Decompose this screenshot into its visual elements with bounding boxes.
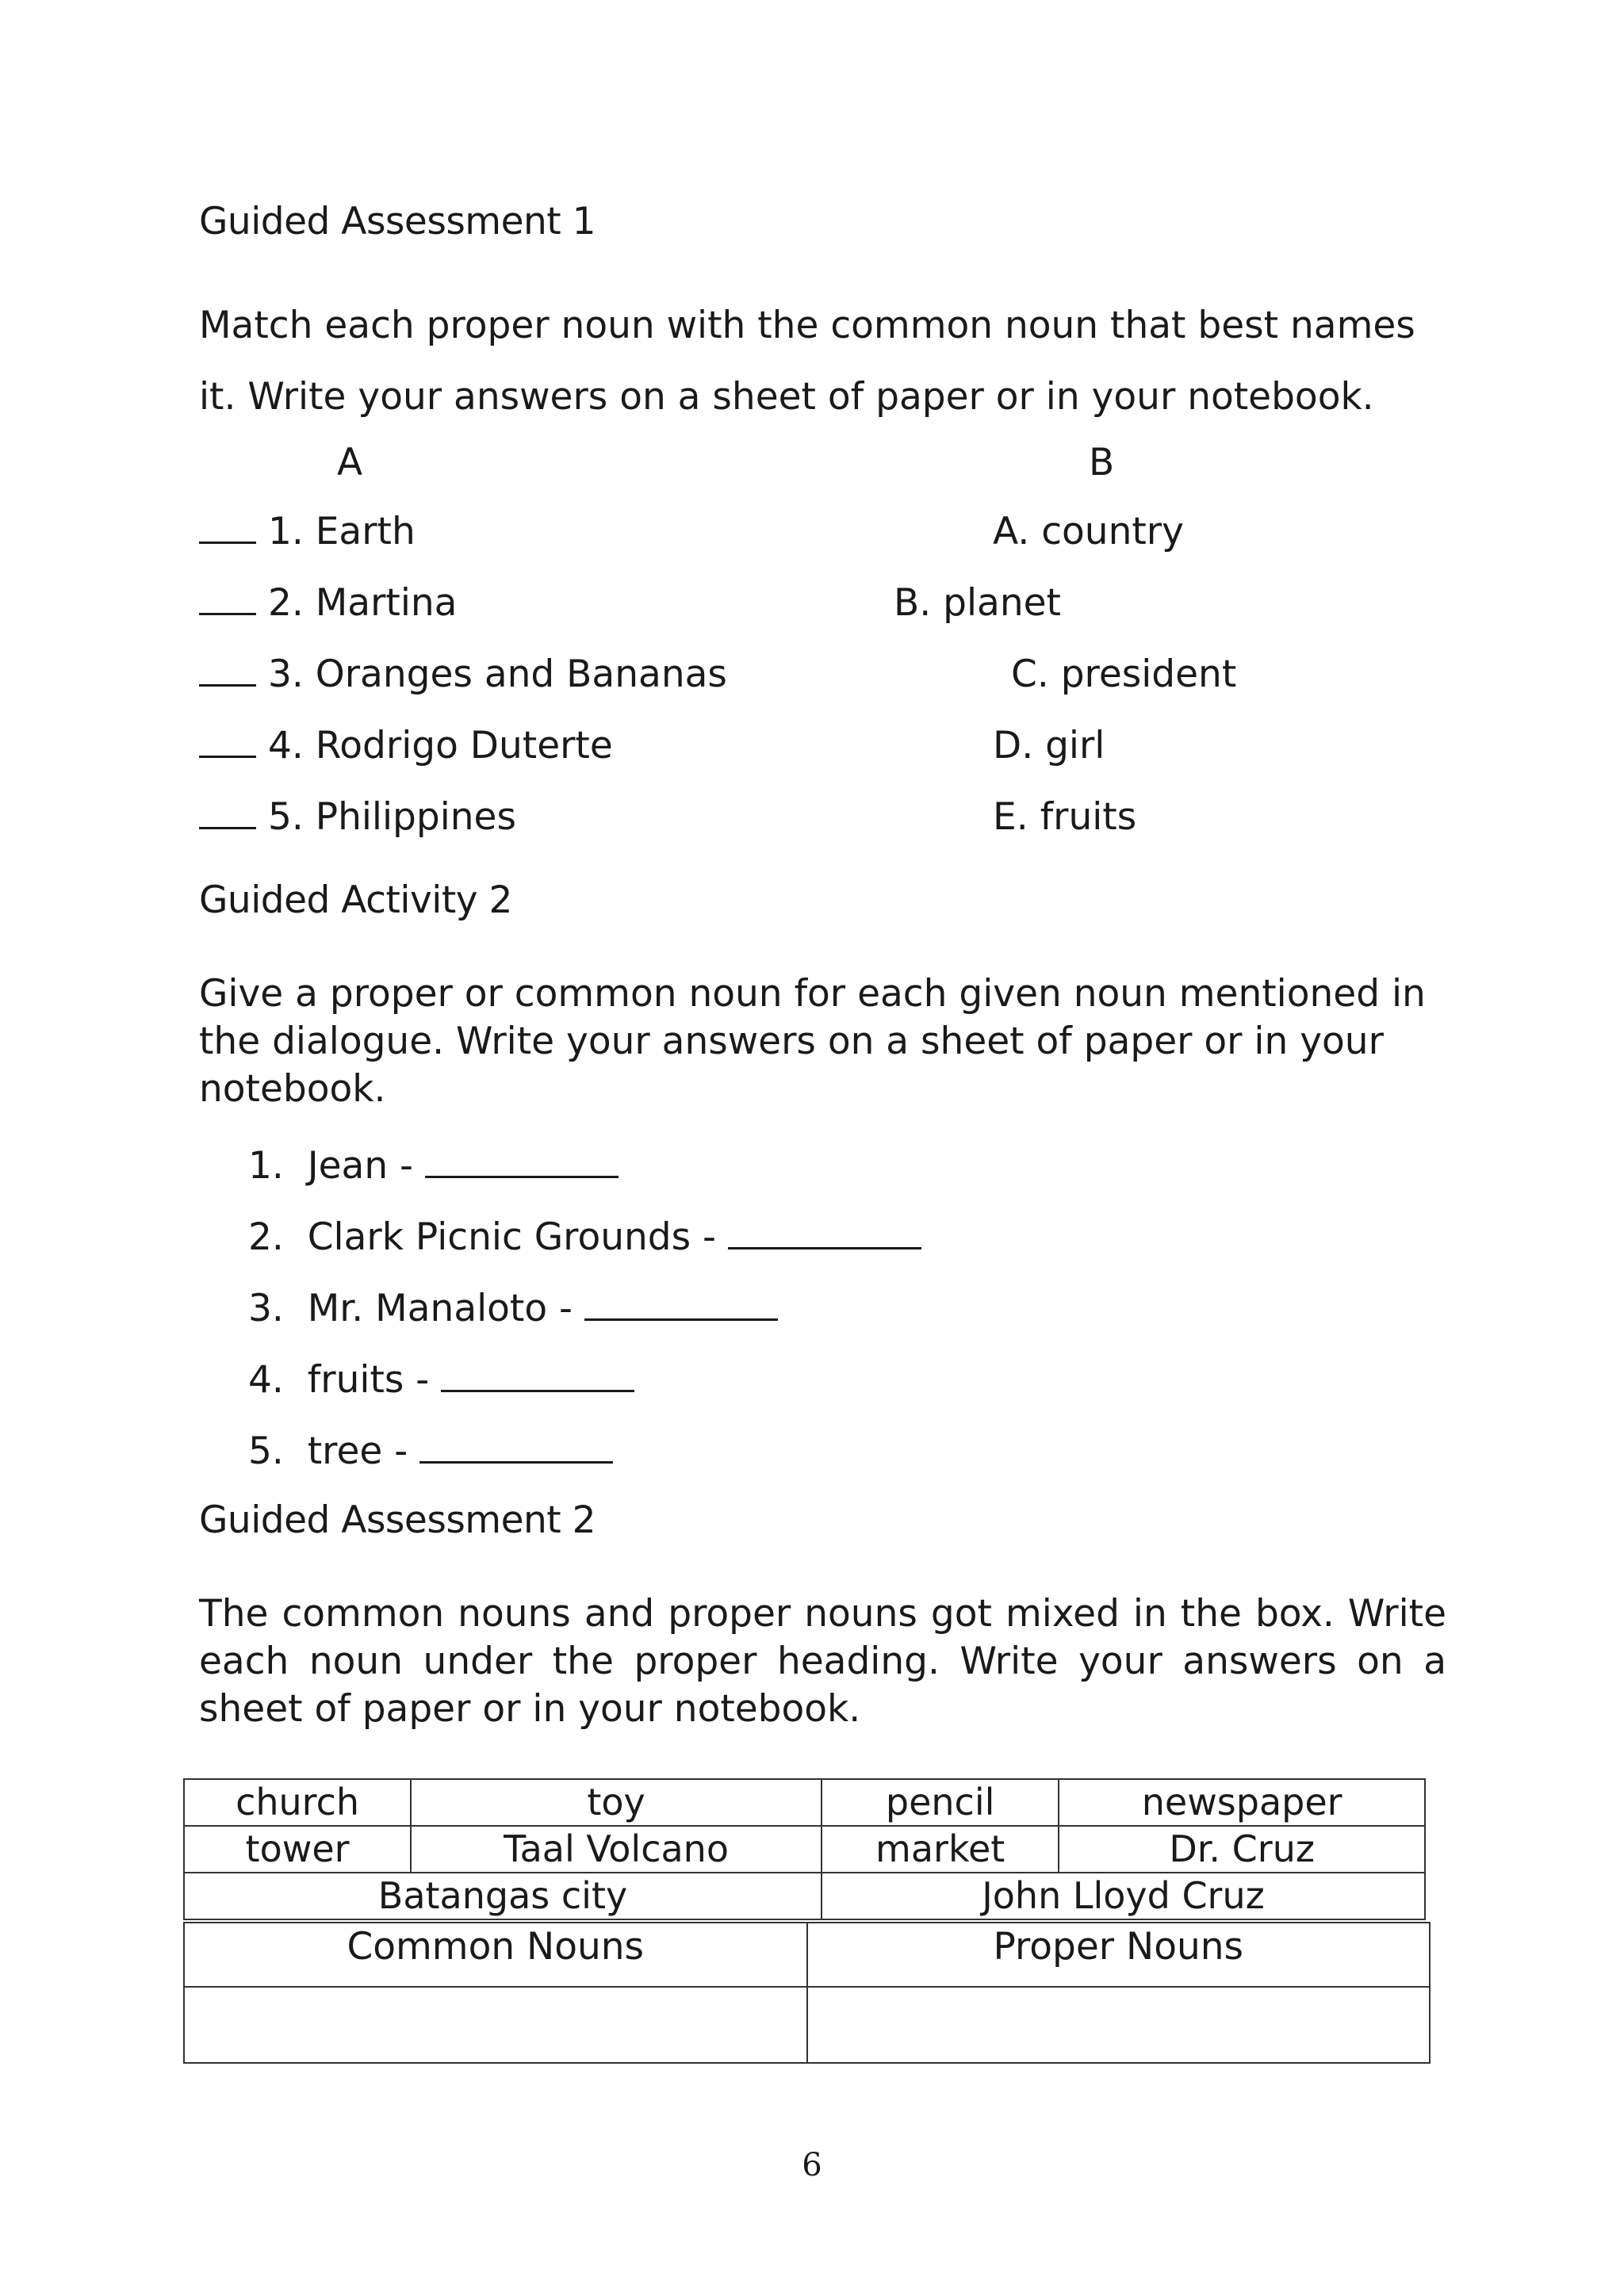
- noun-cell: market: [822, 1826, 1059, 1873]
- table-header-row: [184, 1923, 1430, 1987]
- noun-cell: pencil: [822, 1779, 1059, 1826]
- fill-item: 4. fruits -: [248, 1358, 634, 1402]
- table-row: [184, 1873, 1425, 1919]
- noun-cell: newspaper: [1059, 1779, 1425, 1826]
- instruction-paragraph-2: Give a proper or common noun for each given noun mentioned in the dialogue. Write your answers on a sheet of paper or in your notebook.: [199, 972, 1426, 1111]
- page-number: 6: [802, 2147, 822, 2183]
- match-item-b: C. president: [1011, 652, 1237, 696]
- section-title-guided-assessment-1: Guided Assessment 1: [199, 200, 596, 243]
- common-nouns-heading: Common Nouns: [184, 1923, 807, 1987]
- instruction-paragraph-1: Match each proper noun with the common noun that best names it. Write your answers on a sheet of paper or in your notebook.: [199, 304, 1415, 419]
- answer-blank[interactable]: [199, 724, 256, 758]
- answer-blank[interactable]: [199, 652, 256, 687]
- section-title-guided-assessment-2: Guided Assessment 2: [199, 1498, 596, 1542]
- noun-cell: Dr. Cruz: [1059, 1826, 1425, 1873]
- proper-nouns-heading: Proper Nouns: [807, 1923, 1431, 1987]
- noun-cell: church: [184, 1779, 411, 1826]
- answer-blank[interactable]: [728, 1215, 921, 1249]
- noun-cell: tower: [184, 1826, 411, 1873]
- noun-cell: John Lloyd Cruz: [822, 1873, 1425, 1919]
- fill-item: 1. Jean -: [248, 1144, 619, 1188]
- fill-item: 5. tree -: [248, 1429, 613, 1473]
- match-item-b: E. fruits: [993, 795, 1137, 839]
- match-item-a: 4. Rodrigo Duterte: [199, 724, 613, 767]
- table-row: [184, 1987, 1430, 2063]
- mixed-nouns-box: [183, 1778, 1426, 1920]
- match-item-a: 2. Martina: [199, 581, 458, 625]
- match-item-b: A. country: [993, 510, 1184, 553]
- answer-blank[interactable]: [419, 1429, 613, 1464]
- fill-item: 2. Clark Picnic Grounds -: [248, 1215, 921, 1259]
- column-a-header: A: [337, 441, 363, 484]
- noun-cell: Taal Volcano: [411, 1826, 822, 1873]
- answer-blank[interactable]: [584, 1287, 778, 1321]
- answer-blank[interactable]: [199, 581, 256, 615]
- proper-nouns-answer-cell[interactable]: [807, 1987, 1431, 2063]
- answer-blank[interactable]: [425, 1144, 619, 1178]
- section-title-guided-activity-2: Guided Activity 2: [199, 878, 512, 922]
- noun-cell: toy: [411, 1779, 822, 1826]
- match-item-a: 5. Philippines: [199, 795, 516, 839]
- match-item-b: B. planet: [894, 581, 1061, 625]
- match-item-a: 1. Earth: [199, 510, 416, 553]
- table-row: [184, 1826, 1425, 1873]
- answer-blank[interactable]: [441, 1358, 634, 1392]
- table-row: [184, 1779, 1425, 1826]
- answer-blank[interactable]: [199, 510, 256, 544]
- column-b-header: B: [1089, 441, 1115, 484]
- match-item-b: D. girl: [993, 724, 1105, 767]
- instruction-paragraph-3: The common nouns and proper nouns got mixed in the box. Write each noun under the proper heading. Write your answers on a sheet of paper or in your notebook.: [199, 1592, 1446, 1731]
- answer-blank[interactable]: [199, 795, 256, 829]
- noun-cell: Batangas city: [184, 1873, 822, 1919]
- match-item-a: 3. Oranges and Bananas: [199, 652, 727, 696]
- fill-item: 3. Mr. Manaloto -: [248, 1287, 778, 1330]
- answer-table: [183, 1922, 1431, 2064]
- common-nouns-answer-cell[interactable]: [184, 1987, 807, 2063]
